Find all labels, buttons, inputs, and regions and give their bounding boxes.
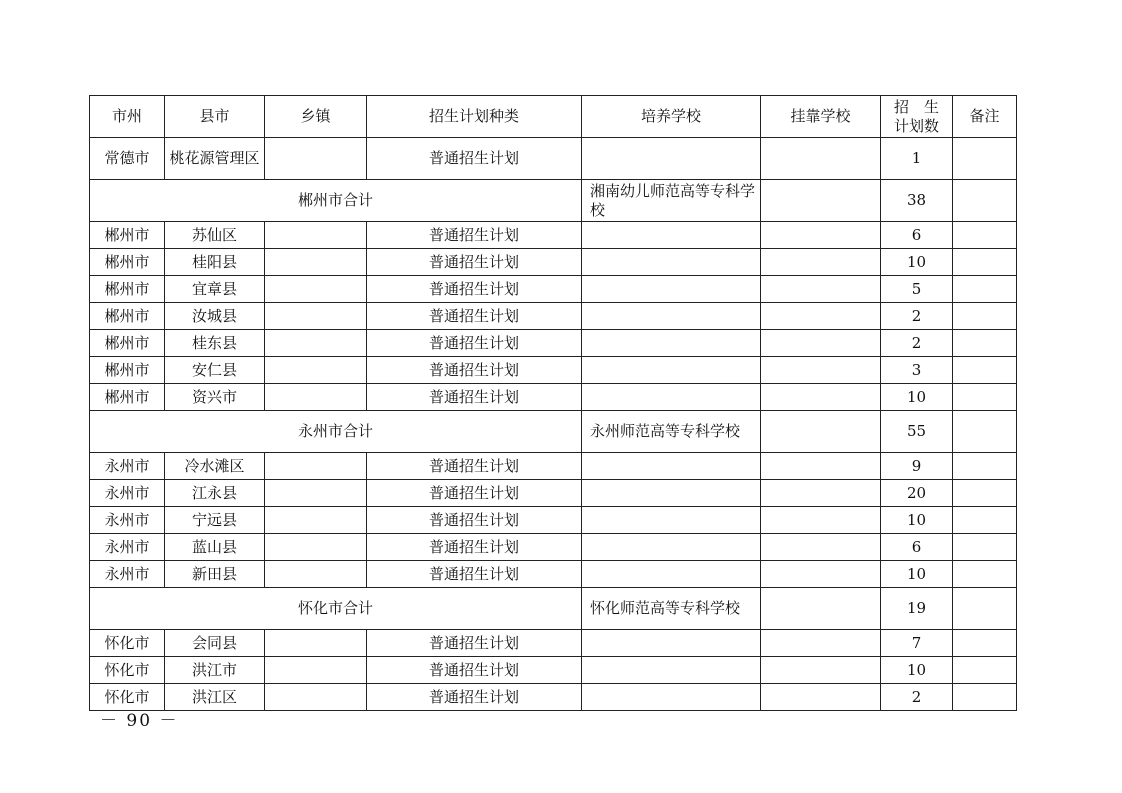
cell-school (582, 480, 761, 507)
cell-town (265, 249, 367, 276)
cell-city: 郴州市 (90, 330, 165, 357)
cell-school: 怀化师范高等专科学校 (582, 588, 761, 630)
table-row (90, 561, 1017, 588)
cell-town (265, 630, 367, 657)
cell-affiliated-school (761, 180, 881, 222)
cell-plan-count: 2 (881, 330, 953, 357)
cell-county: 桂东县 (165, 330, 265, 357)
cell-school (582, 384, 761, 411)
header-plan-count (881, 96, 953, 138)
cell-note (953, 138, 1017, 180)
cell-town (265, 276, 367, 303)
cell-school (582, 303, 761, 330)
cell-plan-type: 普通招生计划 (367, 480, 582, 507)
cell-county: 苏仙区 (165, 222, 265, 249)
cell-city: 郴州市 (90, 357, 165, 384)
table-row (90, 534, 1017, 561)
cell-town (265, 507, 367, 534)
cell-plan-count: 19 (881, 588, 953, 630)
cell-town (265, 480, 367, 507)
cell-plan-type: 普通招生计划 (367, 384, 582, 411)
cell-plan-count: 5 (881, 276, 953, 303)
cell-plan-type: 普通招生计划 (367, 657, 582, 684)
cell-town (265, 303, 367, 330)
cell-affiliated-school (761, 453, 881, 480)
cell-county: 蓝山县 (165, 534, 265, 561)
cell-note (953, 507, 1017, 534)
cell-plan-count: 10 (881, 507, 953, 534)
cell-town (265, 561, 367, 588)
cell-affiliated-school (761, 588, 881, 630)
cell-plan-type: 普通招生计划 (367, 453, 582, 480)
cell-affiliated-school (761, 684, 881, 711)
cell-plan-type: 普通招生计划 (367, 303, 582, 330)
cell-city: 郴州市 (90, 303, 165, 330)
cell-affiliated-school (761, 330, 881, 357)
cell-plan-count: 10 (881, 384, 953, 411)
cell-plan-type: 普通招生计划 (367, 222, 582, 249)
cell-plan-count: 10 (881, 561, 953, 588)
subtotal-row (90, 411, 1017, 453)
cell-city: 怀化市 (90, 630, 165, 657)
cell-school (582, 657, 761, 684)
cell-town (265, 684, 367, 711)
cell-county: 洪江市 (165, 657, 265, 684)
cell-school (582, 453, 761, 480)
cell-note (953, 561, 1017, 588)
subtotal-label: 怀化市合计 (90, 588, 582, 630)
cell-note (953, 249, 1017, 276)
table-row (90, 453, 1017, 480)
cell-note (953, 630, 1017, 657)
header-affiliated-school: 挂靠学校 (761, 96, 881, 138)
cell-school (582, 330, 761, 357)
cell-note (953, 384, 1017, 411)
table-row (90, 276, 1017, 303)
cell-town (265, 222, 367, 249)
cell-affiliated-school (761, 534, 881, 561)
header-plan-count-line1: 招 生 (893, 97, 939, 116)
cell-city: 常德市 (90, 138, 165, 180)
cell-county: 冷水滩区 (165, 453, 265, 480)
cell-city: 永州市 (90, 453, 165, 480)
cell-city: 永州市 (90, 534, 165, 561)
cell-note (953, 411, 1017, 453)
cell-note (953, 276, 1017, 303)
cell-city: 郴州市 (90, 249, 165, 276)
table-row (90, 303, 1017, 330)
cell-school (582, 357, 761, 384)
cell-town (265, 453, 367, 480)
subtotal-row (90, 588, 1017, 630)
cell-school (582, 222, 761, 249)
table-row (90, 138, 1017, 180)
cell-plan-count: 3 (881, 357, 953, 384)
table-row (90, 507, 1017, 534)
table-header-row (90, 96, 1017, 138)
cell-plan-count: 2 (881, 684, 953, 711)
cell-note (953, 588, 1017, 630)
subtotal-row (90, 180, 1017, 222)
header-note: 备注 (953, 96, 1017, 138)
cell-plan-type: 普通招生计划 (367, 357, 582, 384)
header-county: 县市 (165, 96, 265, 138)
page-number: － 90 － (100, 711, 179, 731)
cell-plan-type: 普通招生计划 (367, 276, 582, 303)
cell-note (953, 357, 1017, 384)
cell-city: 郴州市 (90, 222, 165, 249)
cell-county: 新田县 (165, 561, 265, 588)
table-row (90, 657, 1017, 684)
cell-county: 汝城县 (165, 303, 265, 330)
table-row (90, 330, 1017, 357)
cell-county: 资兴市 (165, 384, 265, 411)
cell-affiliated-school (761, 480, 881, 507)
subtotal-label: 永州市合计 (90, 411, 582, 453)
cell-county: 会同县 (165, 630, 265, 657)
cell-affiliated-school (761, 357, 881, 384)
cell-town (265, 534, 367, 561)
header-plan-type: 招生计划种类 (367, 96, 582, 138)
cell-note (953, 534, 1017, 561)
cell-city: 怀化市 (90, 657, 165, 684)
cell-affiliated-school (761, 630, 881, 657)
cell-plan-count: 55 (881, 411, 953, 453)
cell-plan-count: 10 (881, 657, 953, 684)
cell-plan-type: 普通招生计划 (367, 561, 582, 588)
header-city: 市州 (90, 96, 165, 138)
table-row (90, 357, 1017, 384)
header-plan-count-line2: 计划数 (893, 116, 939, 135)
table-row (90, 630, 1017, 657)
cell-plan-type: 普通招生计划 (367, 249, 582, 276)
table-row (90, 249, 1017, 276)
cell-affiliated-school (761, 657, 881, 684)
cell-plan-count: 9 (881, 453, 953, 480)
cell-affiliated-school (761, 411, 881, 453)
subtotal-label: 郴州市合计 (90, 180, 582, 222)
cell-school (582, 684, 761, 711)
cell-school (582, 534, 761, 561)
cell-affiliated-school (761, 384, 881, 411)
cell-county: 桂阳县 (165, 249, 265, 276)
cell-note (953, 222, 1017, 249)
cell-plan-count: 2 (881, 303, 953, 330)
cell-city: 怀化市 (90, 684, 165, 711)
cell-note (953, 303, 1017, 330)
table-row (90, 684, 1017, 711)
cell-town (265, 657, 367, 684)
table-row (90, 222, 1017, 249)
cell-plan-count: 6 (881, 222, 953, 249)
cell-school (582, 507, 761, 534)
cell-school (582, 561, 761, 588)
cell-note (953, 480, 1017, 507)
cell-plan-type: 普通招生计划 (367, 330, 582, 357)
table-body (90, 138, 1017, 711)
cell-note (953, 657, 1017, 684)
cell-city: 永州市 (90, 507, 165, 534)
cell-affiliated-school (761, 222, 881, 249)
cell-county: 洪江区 (165, 684, 265, 711)
cell-county: 桃花源管理区 (165, 138, 265, 180)
table-row (90, 384, 1017, 411)
cell-school (582, 630, 761, 657)
table-row (90, 480, 1017, 507)
cell-county: 江永县 (165, 480, 265, 507)
cell-note (953, 180, 1017, 222)
cell-plan-count: 38 (881, 180, 953, 222)
cell-note (953, 684, 1017, 711)
cell-school (582, 276, 761, 303)
cell-plan-type: 普通招生计划 (367, 684, 582, 711)
cell-county: 安仁县 (165, 357, 265, 384)
cell-county: 宜章县 (165, 276, 265, 303)
header-school: 培养学校 (582, 96, 761, 138)
cell-plan-count: 7 (881, 630, 953, 657)
cell-note (953, 453, 1017, 480)
cell-affiliated-school (761, 561, 881, 588)
cell-town (265, 384, 367, 411)
cell-school: 永州师范高等专科学校 (582, 411, 761, 453)
cell-plan-count: 10 (881, 249, 953, 276)
cell-town (265, 357, 367, 384)
cell-city: 郴州市 (90, 384, 165, 411)
cell-school (582, 138, 761, 180)
cell-affiliated-school (761, 276, 881, 303)
cell-plan-type: 普通招生计划 (367, 534, 582, 561)
cell-plan-count: 1 (881, 138, 953, 180)
cell-note (953, 330, 1017, 357)
cell-affiliated-school (761, 507, 881, 534)
cell-affiliated-school (761, 249, 881, 276)
header-town: 乡镇 (265, 96, 367, 138)
cell-city: 永州市 (90, 480, 165, 507)
cell-affiliated-school (761, 303, 881, 330)
cell-city: 郴州市 (90, 276, 165, 303)
cell-plan-count: 6 (881, 534, 953, 561)
cell-plan-type: 普通招生计划 (367, 630, 582, 657)
cell-city: 永州市 (90, 561, 165, 588)
enrollment-plan-table (89, 95, 1017, 711)
cell-school: 湘南幼儿师范高等专科学校 (582, 180, 761, 222)
cell-county: 宁远县 (165, 507, 265, 534)
cell-town (265, 330, 367, 357)
cell-town (265, 138, 367, 180)
cell-school (582, 249, 761, 276)
cell-plan-type: 普通招生计划 (367, 138, 582, 180)
cell-affiliated-school (761, 138, 881, 180)
cell-plan-count: 20 (881, 480, 953, 507)
cell-plan-type: 普通招生计划 (367, 507, 582, 534)
